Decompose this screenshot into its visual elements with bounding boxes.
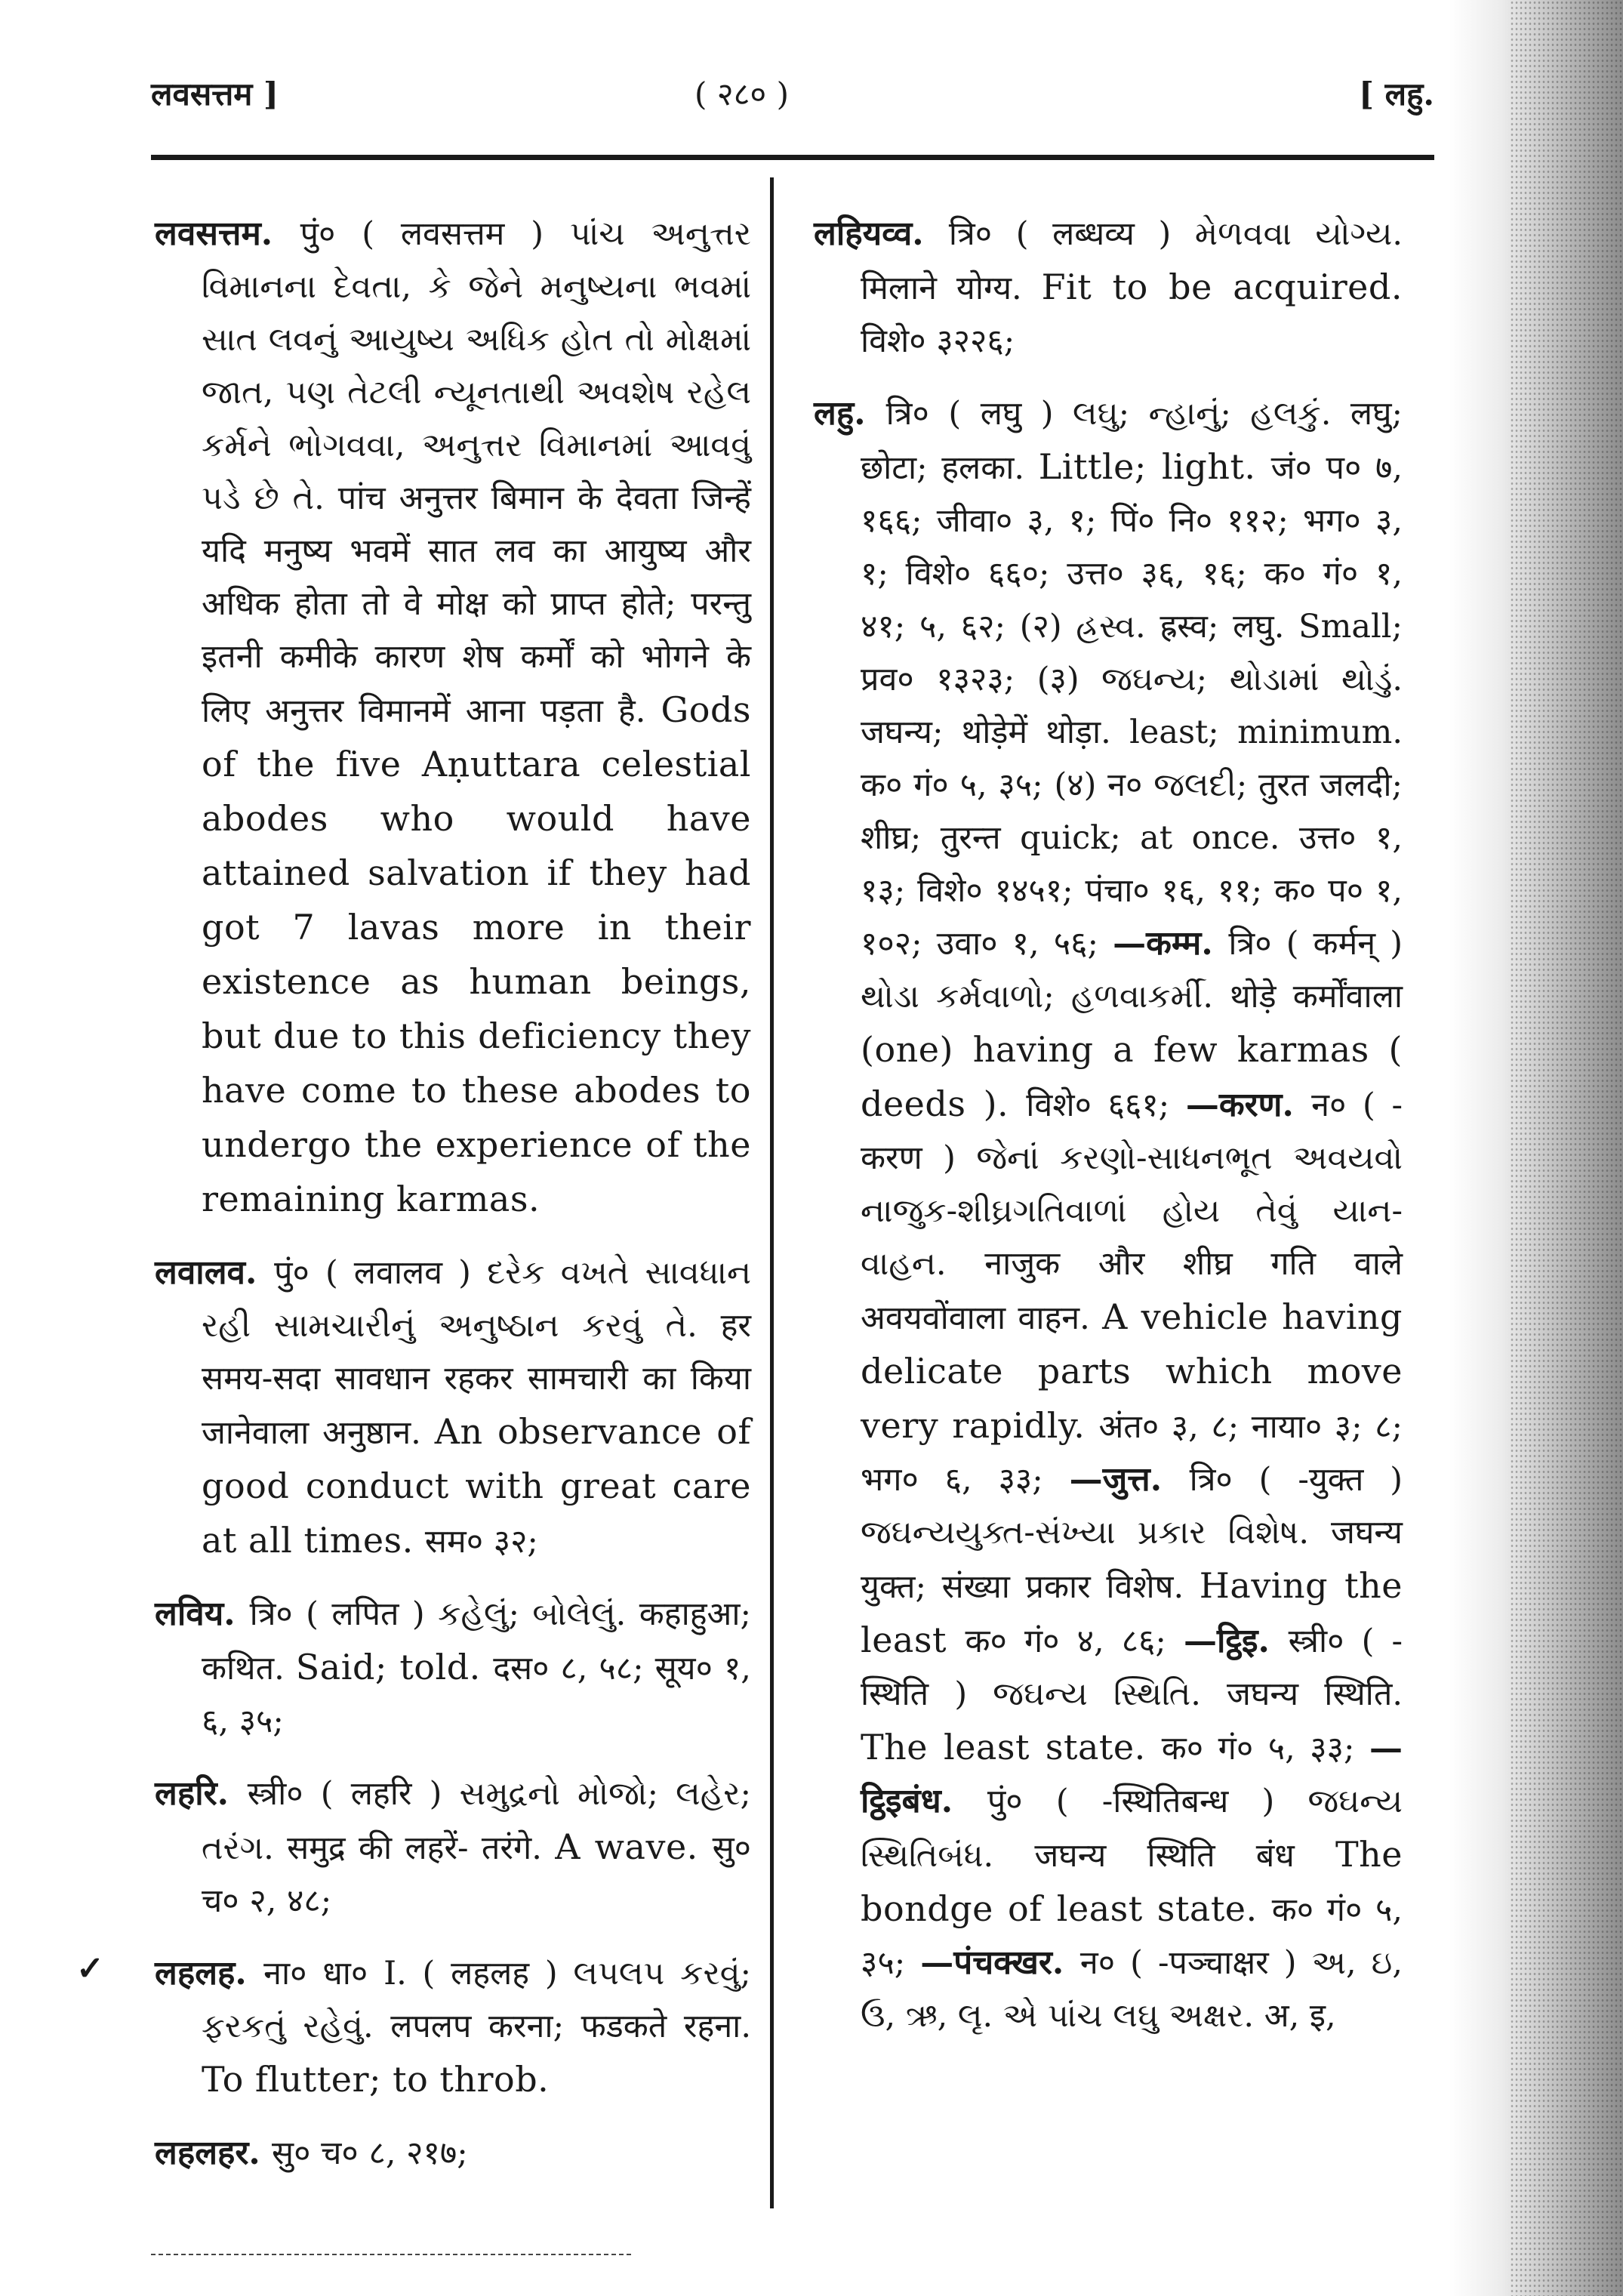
entry-english: Little; light. [1038, 446, 1271, 487]
entry-english: To flutter; to throb. [202, 2059, 550, 2100]
subentry-definition: पुं० ( -स्थितिबन्ध ) જઘન્ય સ્થિતિબંધ. जघन्य स्थिति बंध [861, 1783, 1403, 1875]
entry-headword: लहलह. [155, 1954, 264, 1992]
footer-dotted-rule [151, 2254, 634, 2255]
subentry-reference: क० गं० ४, ८६; [965, 1623, 1184, 1660]
page-number: ( २८० ) [694, 76, 789, 112]
subentry-reference: क० गं० ५, ३५; [861, 1891, 1403, 1982]
dictionary-entry [814, 208, 1403, 368]
subentry-english: The least state. [861, 1727, 1162, 1767]
entry-definition: पुं० ( लवालव ) દરેક વખતે સાવધાન રહી સામચારીનું અનુષ્ઠાન કરવું તે. हर समय-सदा सावधान रहकर सामचारी का किया जानेवाला अनुष्ठान. [202, 1254, 752, 1452]
header-rule [151, 155, 1434, 160]
entry-english: An observance of good conduct with great care at all times. [202, 1411, 751, 1561]
page-edge-texture [1510, 0, 1623, 2296]
subentry-definition: न० ( -पञ्चाक्षर ) અ, ઇ, ઉ, ઋ, લૃ. એ પાંચ લઘુ અક્ષર. अ, इ, [861, 1944, 1403, 2035]
entry-headword: लहियव्व. [814, 214, 949, 253]
entry-definition: त्रि० ( लघु ) લઘુ; ન્હાનું; હલકું. लघु; छोटा; हलका. [861, 395, 1403, 487]
subentry-english: (one) having a few karmas ( deeds ). [861, 1029, 1403, 1124]
entry-reference: जं० प० ७, १६६; जीवा० ३, १; पिं० नि० ११२; भग० ३, १; विशे० ६६०; उत्त० ३६, १६; क० गं० १, ४१; ५, ६२; (२) હ્રસ્વ. ह्रस्व; लघु. Small; प्रव० १३२३; (३) જઘન્ય; થોડામાં થોડું. जघन्य; थोड़ेमें थोड़ा. least; minimum. क० गं० ५, ३५; (४) न० જલદી; तुरत जलदी; शीघ्र; तुरन्त quick; at once. उत्त० १, १३; विशे० १४५१; पंचा० १६, ११; क० प० १, १०२; उवा० १, ५६; [861, 449, 1403, 963]
dictionary-entry [814, 387, 1403, 2042]
subentry-reference: विशे० ६६१; [1026, 1086, 1186, 1124]
subentry-headword: —ट्ठिइबंध. [861, 1729, 1403, 1820]
entry-definition: त्रि० ( लपित ) કહેલું; બોલેલું. कहाहुआ; कथित. [202, 1595, 751, 1687]
entry-english: Fit to be acquired. [1041, 267, 1403, 307]
subentry-headword: —करण. [1185, 1086, 1312, 1124]
subentry-headword: —ट्ठिइ. [1184, 1622, 1289, 1660]
dictionary-entry [155, 1247, 751, 1568]
entry-headword: लविय. [155, 1595, 250, 1633]
entry-headword: लहरि. [155, 1774, 248, 1813]
dictionary-entry [155, 208, 751, 1227]
subentry-reference: अंत० ३, ८; नाया० ३; ८; भग० ६, ३३; [861, 1408, 1403, 1499]
subentry-headword: —कम्म. [1113, 924, 1229, 963]
subentry-headword: —जुत्त. [1069, 1460, 1190, 1499]
subentry-definition: न० ( -करण ) જેનાં કરણો-સાધનભૂત અવયવો નાજુક-શીઘ્રગતિવાળાં હોય તેવું યાન-વાહન. नाजुक और शीघ्र गति वाले अवयवोंवाला वाहन. [861, 1086, 1403, 1337]
page-header [151, 72, 1434, 132]
entry-headword: लहलहर. [155, 2134, 273, 2172]
entry-reference: सु० च० २, ४८; [202, 1829, 751, 1920]
entry-reference: सु० च० ८, २१७; [272, 2134, 468, 2172]
entry-definition: त्रि० ( लब्धव्य ) મેળવવા યોગ્ય. मिलाने योग्य. [861, 215, 1403, 307]
subentry-english: The bondge of least state. [861, 1834, 1403, 1929]
dictionary-entry [155, 1588, 751, 1748]
entry-reference: सम० ३२; [424, 1523, 538, 1561]
subentry-english: Having the least [861, 1565, 1403, 1660]
entry-headword: लवालव. [155, 1253, 275, 1292]
entry-english: Said; told. [295, 1647, 494, 1687]
right-column [814, 208, 1403, 2062]
left-column [76, 208, 752, 2199]
entry-reference: दस० ८, ५८; सूय० १, ६, ३५; [202, 1650, 751, 1740]
dictionary-entry: ✓ लहलह. ना० धा० I. ( लहलह ) લપલપ કરવું; ફરકતું રહેવું. लपलप करना; फडकते रहना. To flutter; to throb. [76, 1949, 752, 2100]
subentry-headword: —पंचक्खर. [920, 1943, 1080, 1982]
dictionary-entry [155, 2127, 751, 2180]
header-left-guideword: लवसत्तम ] [151, 76, 279, 112]
subentry-definition: स्त्री० ( -स्थिति ) જઘન્ય સ્થિતિ. जघन्य स्थिति. [861, 1623, 1403, 1713]
entry-english: A wave. [555, 1826, 713, 1867]
subentry-definition: त्रि० ( -युक्त ) જઘન્યયુક્ત-સંખ્યા પ્રકાર વિશેષ. जघन्य युक्त; संख्या प्रकार विशेष. [861, 1461, 1403, 1606]
entry-reference: विशे० ३२२६; [861, 322, 1015, 360]
column-divider [770, 177, 774, 2208]
entry-definition: पुं० ( लवसत्तम ) પાંચ અનુત્તર વિમાનના દેવતા, કે જેને મનુષ્યના ભવમાં સાત લવનું આયુષ્ય અધિક હોત તો મોક્ષમાં જાત, પણ તેટલી ન્યૂનતાથી અવશેષ રહેલ કર્મને ભોગવવા, અનુત્તર વિમાનમાં આવવું પડે છે તે. पांच अनुत्तर बिमान के देवता जिन्हें यदि मनुष्य भवमें सात लव का आयुष्य और अधिक होता तो वे मोक्ष को प्राप्त होते; परन्तु इतनी कमीके कारण शेष कर्मों को भोगने के लिए अनुत्तर विमानमें आना पड़ता है. [202, 215, 751, 730]
entry-definition: स्त्री० ( लहरि ) સમુદ્રનો મોજો; લહેર; તરંગ. समुद्र की लहरें- तरंगे. [202, 1775, 751, 1867]
header-right-guideword: [ लहु. [1359, 76, 1434, 112]
entry-definition: ना० धा० I. ( लहलह ) લપલપ કરવું; ફરકતું રહેવું. लपलप करना; फडकते रहना. [202, 1955, 752, 2045]
entry-headword: लहु. [814, 394, 886, 433]
entry-headword: लवसत्तम. [155, 214, 300, 253]
entry-english: Gods of the five Aṇuttara celestial abodes who would have attained salvation if they had got 7 lavas more in their existence as human beings, but due to this deficiency they have come to these abodes to undergo the experience of the remaining karmas. [202, 689, 751, 1219]
dictionary-entry [155, 1767, 751, 1928]
subentry-reference: क० गं० ५, ३३; [1161, 1730, 1369, 1767]
subentry-english: A vehicle having delicate parts which move very rapidly. [861, 1296, 1403, 1446]
subentry-definition: त्रि० ( कर्मन् ) થોડા કર્મવાળો; હળવાકર્મી. थोड़े कर्मोंवाला [861, 925, 1403, 1015]
